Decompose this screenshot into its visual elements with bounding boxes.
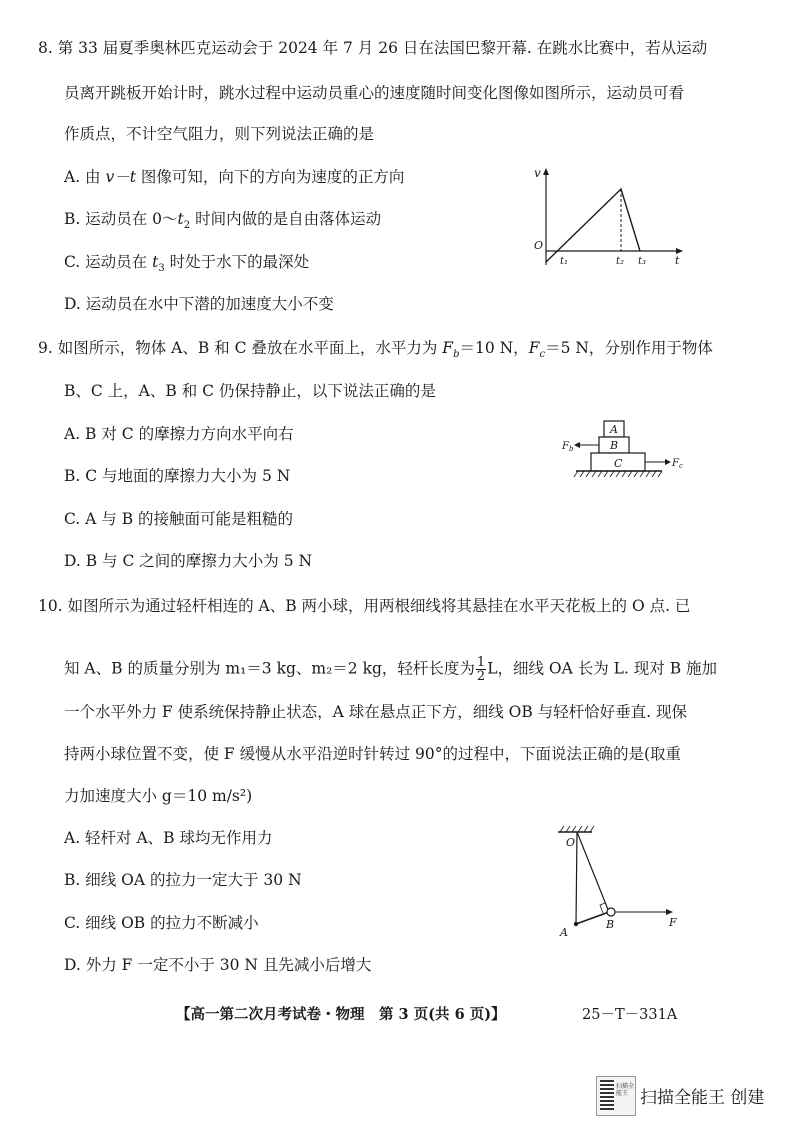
scanner-watermark-text: 扫描全能王 创建 bbox=[640, 1088, 765, 1108]
ground-hatch bbox=[574, 471, 662, 477]
label-f: F bbox=[669, 916, 677, 929]
footer-exam-code: 25－T－331A bbox=[582, 1007, 678, 1023]
ball-b bbox=[607, 908, 615, 916]
q10-option-a: A. 轻杆对 A、B 球均无作用力 bbox=[64, 829, 273, 847]
q9-block-figure bbox=[556, 418, 686, 490]
graph-t1: t₁ bbox=[560, 256, 569, 267]
q8-option-d: D. 运动员在水中下潜的加速度大小不变 bbox=[64, 295, 334, 313]
q10-stem-line1: 10. 如图所示为通过轻杆相连的 A、B 两小球，用两根细线将其悬挂在水平天花板上的 O 点. 已 bbox=[38, 597, 691, 615]
label-fb: $F_b$ bbox=[562, 441, 574, 453]
graph-xlabel: t bbox=[675, 254, 680, 267]
q10-stem-line5: 力加速度大小 g＝10 m/s²) bbox=[64, 787, 253, 805]
label-a: A bbox=[560, 926, 568, 939]
ceiling-hatch bbox=[560, 826, 594, 832]
q9-option-c: C. A 与 B 的接触面可能是粗糙的 bbox=[64, 510, 294, 528]
q10-option-b: B. 细线 OA 的拉力一定大于 30 N bbox=[64, 871, 302, 889]
label-o: O bbox=[566, 836, 576, 849]
q8-stem-line1: 8. 第 33 届夏季奥林匹克运动会于 2024 年 7 月 26 日在法国巴黎开幕. 在跳水比赛中，若从运动 bbox=[38, 39, 708, 57]
q9-option-d: D. B 与 C 之间的摩擦力大小为 5 N bbox=[64, 552, 313, 570]
q9-option-a: A. B 对 C 的摩擦力方向水平向右 bbox=[64, 425, 294, 443]
q10-option-d: D. 外力 F 一定不小于 30 N 且先减小后增大 bbox=[64, 956, 372, 974]
q8-vt-graph bbox=[530, 165, 690, 275]
label-b: B bbox=[606, 918, 615, 931]
string-ob bbox=[577, 832, 609, 912]
graph-origin: O bbox=[534, 239, 544, 252]
q8-option-b: B. 运动员在 $0\sim t_2$ 时间内做的是自由落体运动 bbox=[64, 210, 382, 232]
q10-stem-line2: 知 A、B 的质量分别为 m₁＝3 kg、m₂＝2 kg，轻杆长度为 $\frac{1}{2}$ L，细线 OA 长为 L. 现对 B 施加 bbox=[64, 655, 718, 684]
ball-a bbox=[574, 922, 578, 926]
light-rod bbox=[576, 912, 609, 924]
graph-y-arrow bbox=[543, 168, 549, 175]
label-b: B bbox=[610, 439, 619, 452]
label-fc: $F_c$ bbox=[672, 458, 683, 470]
graph-ylabel: v bbox=[534, 166, 541, 180]
label-c: C bbox=[614, 457, 623, 470]
q9-stem-line1: 9. 如图所示，物体 A、B 和 C 叠放在水平面上，水平力为 $F_b=10$ N，$F_c=5$ N，分别作用于物体 bbox=[38, 339, 713, 361]
q10-option-c: C. 细线 OB 的拉力不断减小 bbox=[64, 914, 259, 932]
q8-option-c: C. 运动员在 $t_3$ 时处于水下的最深处 bbox=[64, 253, 310, 275]
scanner-logo-icon: 扫描全能王 bbox=[596, 1076, 636, 1116]
string-oa bbox=[576, 832, 577, 924]
footer-exam-info: 【高一第二次月考试卷・物理 第 3 页(共 6 页)】 bbox=[176, 1006, 506, 1023]
q10-stem-line3: 一个水平外力 F 使系统保持静止状态，A 球在悬点正下方，细线 OB 与轻杆恰好垂直. 现保 bbox=[64, 703, 688, 721]
q10-suspension-figure bbox=[552, 824, 688, 940]
q10-stem-line4: 持两小球位置不变，使 F 缓慢从水平沿逆时针转过 90°的过程中，下面说法正确的是(取重 bbox=[64, 745, 682, 763]
label-a: A bbox=[610, 423, 618, 436]
q8-stem-line2: 员离开跳板开始计时，跳水过程中运动员重心的速度随时间变化图像如图所示，运动员可看 bbox=[64, 84, 685, 102]
graph-t2: t₂ bbox=[616, 256, 625, 267]
q8-option-a: A. 由 v－t 图像可知，向下的方向为速度的正方向 bbox=[64, 168, 405, 186]
q8-stem-line3: 作质点，不计空气阻力，则下列说法正确的是 bbox=[64, 125, 375, 143]
q9-stem-line2: B、C 上，A、B 和 C 仍保持静止，以下说法正确的是 bbox=[64, 382, 436, 400]
right-angle-mark bbox=[600, 903, 605, 913]
fraction-half: $\frac{1}{2}$ bbox=[476, 655, 486, 684]
graph-t3: t₃ bbox=[638, 256, 647, 267]
q9-option-b: B. C 与地面的摩擦力大小为 5 N bbox=[64, 467, 291, 485]
